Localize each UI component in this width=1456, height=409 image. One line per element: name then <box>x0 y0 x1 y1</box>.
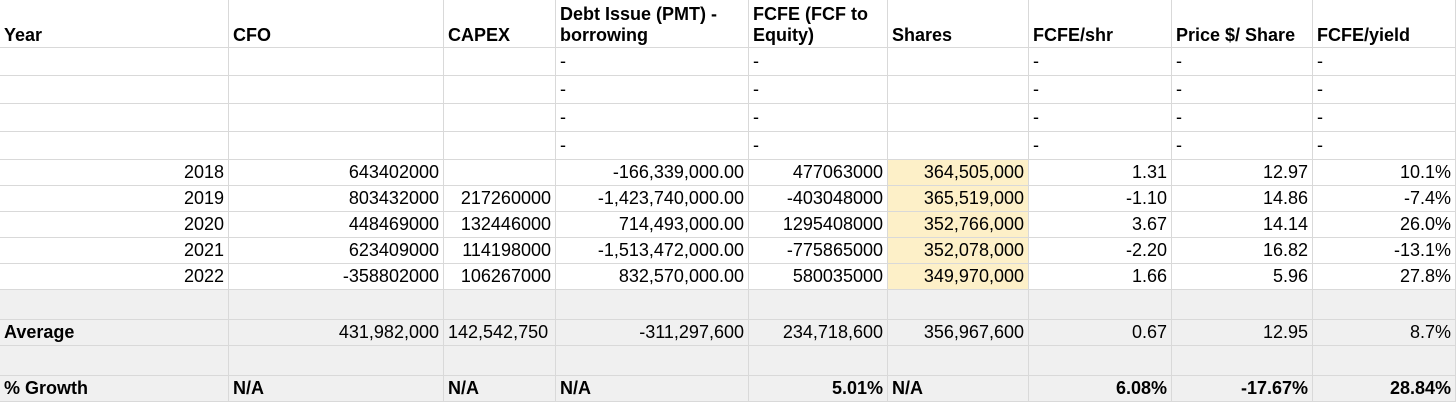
cell-fcfe-yield[interactable]: -7.4% <box>1313 186 1456 212</box>
cell[interactable] <box>229 290 444 320</box>
cell[interactable] <box>0 104 229 132</box>
cell[interactable] <box>1313 346 1456 376</box>
cell[interactable]: - <box>749 48 888 76</box>
average-fcfe-per-share[interactable]: 0.67 <box>1029 320 1172 346</box>
cell-fcfe[interactable]: 1295408000 <box>749 212 888 238</box>
cell[interactable] <box>888 104 1029 132</box>
cell[interactable] <box>229 346 444 376</box>
average-price[interactable]: 12.95 <box>1172 320 1313 346</box>
header-fcfe-yield[interactable]: FCFE/yield <box>1313 0 1456 48</box>
growth-fcfe-yield[interactable]: 28.84% <box>1313 376 1456 402</box>
growth-price[interactable]: -17.67% <box>1172 376 1313 402</box>
cell[interactable]: - <box>1172 76 1313 104</box>
cell-capex[interactable] <box>444 160 556 186</box>
cell[interactable]: - <box>1172 104 1313 132</box>
cell[interactable] <box>229 104 444 132</box>
growth-fcfe[interactable]: 5.01% <box>749 376 888 402</box>
cell-debt-issue[interactable]: -1,513,472,000.00 <box>556 238 749 264</box>
cell[interactable]: - <box>556 48 749 76</box>
cell-price[interactable]: 14.14 <box>1172 212 1313 238</box>
header-capex[interactable]: CAPEX <box>444 0 556 48</box>
header-year[interactable]: Year <box>0 0 229 48</box>
cell[interactable] <box>0 132 229 160</box>
average-debt-issue[interactable]: -311,297,600 <box>556 320 749 346</box>
cell[interactable]: - <box>556 76 749 104</box>
cell[interactable] <box>1172 290 1313 320</box>
growth-shares[interactable]: N/A <box>888 376 1029 402</box>
cell-cfo[interactable]: 448469000 <box>229 212 444 238</box>
cell[interactable] <box>0 290 229 320</box>
cell[interactable]: - <box>1029 132 1172 160</box>
cell-debt-issue[interactable]: 832,570,000.00 <box>556 264 749 290</box>
average-fcfe-yield[interactable]: 8.7% <box>1313 320 1456 346</box>
cell[interactable]: - <box>749 104 888 132</box>
cell-shares[interactable]: 349,970,000 <box>888 264 1029 290</box>
cell[interactable] <box>888 132 1029 160</box>
header-debt-issue[interactable]: Debt Issue (PMT) - borrowing <box>556 0 749 48</box>
cell[interactable] <box>229 132 444 160</box>
cell-capex[interactable]: 217260000 <box>444 186 556 212</box>
cell-fcfe[interactable]: 477063000 <box>749 160 888 186</box>
cell-fcfe-yield[interactable]: -13.1% <box>1313 238 1456 264</box>
cell[interactable]: - <box>749 132 888 160</box>
average-cfo[interactable]: 431,982,000 <box>229 320 444 346</box>
cell[interactable] <box>444 290 556 320</box>
cell-price[interactable]: 16.82 <box>1172 238 1313 264</box>
cell-year[interactable]: 2018 <box>0 160 229 186</box>
cell-fcfe-per-share[interactable]: 1.66 <box>1029 264 1172 290</box>
cell[interactable] <box>749 290 888 320</box>
cell-fcfe[interactable]: -775865000 <box>749 238 888 264</box>
cell-year[interactable]: 2019 <box>0 186 229 212</box>
growth-debt-issue[interactable]: N/A <box>556 376 749 402</box>
cell[interactable]: - <box>556 132 749 160</box>
cell-shares[interactable]: 352,766,000 <box>888 212 1029 238</box>
cell[interactable] <box>1313 290 1456 320</box>
growth-capex[interactable]: N/A <box>444 376 556 402</box>
cell-capex[interactable]: 114198000 <box>444 238 556 264</box>
cell-year[interactable]: 2020 <box>0 212 229 238</box>
cell[interactable] <box>0 76 229 104</box>
cell-fcfe-per-share[interactable]: -2.20 <box>1029 238 1172 264</box>
cell[interactable] <box>749 346 888 376</box>
cell[interactable]: - <box>1313 48 1456 76</box>
cell[interactable] <box>1172 346 1313 376</box>
cell[interactable]: - <box>1313 104 1456 132</box>
cell-price[interactable]: 5.96 <box>1172 264 1313 290</box>
cell[interactable]: - <box>1313 76 1456 104</box>
cell[interactable] <box>444 346 556 376</box>
cell[interactable] <box>444 76 556 104</box>
cell[interactable]: - <box>1029 104 1172 132</box>
cell-fcfe-yield[interactable]: 27.8% <box>1313 264 1456 290</box>
cell[interactable] <box>1029 346 1172 376</box>
cell[interactable]: - <box>556 104 749 132</box>
header-cfo[interactable]: CFO <box>229 0 444 48</box>
cell[interactable] <box>0 346 229 376</box>
cell-fcfe[interactable]: -403048000 <box>749 186 888 212</box>
cell[interactable]: - <box>1029 48 1172 76</box>
cell[interactable] <box>556 346 749 376</box>
cell[interactable] <box>1029 290 1172 320</box>
cell-cfo[interactable]: 643402000 <box>229 160 444 186</box>
cell[interactable] <box>444 48 556 76</box>
cell-fcfe-per-share[interactable]: 3.67 <box>1029 212 1172 238</box>
cell-shares[interactable]: 365,519,000 <box>888 186 1029 212</box>
cell[interactable] <box>888 76 1029 104</box>
header-fcfe-per-share[interactable]: FCFE/shr <box>1029 0 1172 48</box>
cell-fcfe-yield[interactable]: 26.0% <box>1313 212 1456 238</box>
cell-year[interactable]: 2021 <box>0 238 229 264</box>
growth-label[interactable]: % Growth <box>0 376 229 402</box>
cell-price[interactable]: 12.97 <box>1172 160 1313 186</box>
header-fcfe[interactable]: FCFE (FCF to Equity) <box>749 0 888 48</box>
cell-debt-issue[interactable]: -166,339,000.00 <box>556 160 749 186</box>
cell[interactable] <box>229 48 444 76</box>
cell-fcfe-yield[interactable]: 10.1% <box>1313 160 1456 186</box>
cell[interactable] <box>556 290 749 320</box>
cell[interactable] <box>0 48 229 76</box>
header-shares[interactable]: Shares <box>888 0 1029 48</box>
header-price-per-share[interactable]: Price $/ Share <box>1172 0 1313 48</box>
cell-price[interactable]: 14.86 <box>1172 186 1313 212</box>
cell-fcfe-per-share[interactable]: -1.10 <box>1029 186 1172 212</box>
average-label[interactable]: Average <box>0 320 229 346</box>
cell-fcfe-per-share[interactable]: 1.31 <box>1029 160 1172 186</box>
average-capex[interactable]: 142,542,750 <box>444 320 556 346</box>
cell[interactable] <box>888 290 1029 320</box>
cell-cfo[interactable]: -358802000 <box>229 264 444 290</box>
cell-capex[interactable]: 106267000 <box>444 264 556 290</box>
cell-debt-issue[interactable]: 714,493,000.00 <box>556 212 749 238</box>
cell[interactable] <box>888 346 1029 376</box>
average-shares[interactable]: 356,967,600 <box>888 320 1029 346</box>
cell-shares[interactable]: 352,078,000 <box>888 238 1029 264</box>
cell-year[interactable]: 2022 <box>0 264 229 290</box>
cell[interactable]: - <box>749 76 888 104</box>
cell-debt-issue[interactable]: -1,423,740,000.00 <box>556 186 749 212</box>
cell[interactable] <box>444 104 556 132</box>
cell-shares[interactable]: 364,505,000 <box>888 160 1029 186</box>
cell-cfo[interactable]: 623409000 <box>229 238 444 264</box>
cell[interactable]: - <box>1172 48 1313 76</box>
cell[interactable] <box>444 132 556 160</box>
cell-fcfe[interactable]: 580035000 <box>749 264 888 290</box>
average-fcfe[interactable]: 234,718,600 <box>749 320 888 346</box>
cell-capex[interactable]: 132446000 <box>444 212 556 238</box>
cell[interactable]: - <box>1313 132 1456 160</box>
cell[interactable]: - <box>1029 76 1172 104</box>
cell-cfo[interactable]: 803432000 <box>229 186 444 212</box>
cell[interactable] <box>229 76 444 104</box>
cell[interactable]: - <box>1172 132 1313 160</box>
growth-cfo[interactable]: N/A <box>229 376 444 402</box>
cell[interactable] <box>888 48 1029 76</box>
growth-fcfe-per-share[interactable]: 6.08% <box>1029 376 1172 402</box>
